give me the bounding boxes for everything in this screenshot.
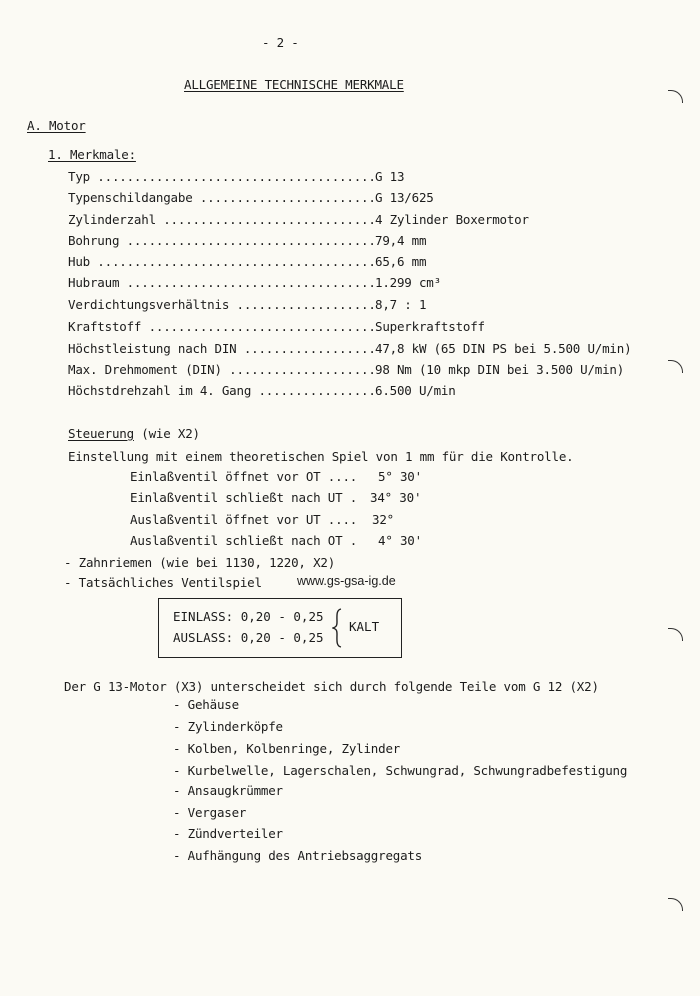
valve-value: 34° 30'	[370, 490, 422, 505]
valve-label: Auslaßventil öffnet vor UT ....	[130, 512, 358, 527]
spec-row	[68, 275, 628, 296]
list-item: - Aufhängung des Antriebsaggregats	[173, 848, 423, 863]
valve-value: 4° 30'	[378, 533, 422, 548]
steuerung-heading-suffix: (wie X2)	[133, 426, 200, 441]
spec-label: Bohrung ..................................	[68, 233, 376, 248]
steuerung-intro: Einstellung mit einem theoretischen Spiel von 1 mm für die Kontrolle.	[68, 449, 574, 464]
list-item: - Gehäuse	[173, 697, 239, 712]
spec-value: 79,4 mm	[375, 233, 427, 248]
list-item: - Vergaser	[173, 805, 247, 820]
list-item: - Kolben, Kolbenringe, Zylinder	[173, 741, 401, 756]
spec-value: 8,7 : 1	[375, 297, 427, 312]
spec-value: Superkraftstoff	[375, 319, 485, 334]
spec-label: Verdichtungsverhältnis ...................	[68, 297, 376, 312]
list-item: - Kurbelwelle, Lagerschalen, Schwungrad, Schwungradbefestigung	[173, 763, 628, 778]
valve-value: 5° 30'	[378, 469, 422, 484]
spec-label: Höchstdrehzahl im 4. Gang ................	[68, 383, 376, 398]
clearance-note: KALT	[349, 619, 380, 634]
punch-hole-mark	[668, 898, 683, 911]
steuerung-heading	[68, 426, 200, 442]
valve-clearance-box	[158, 598, 402, 658]
punch-hole-mark	[668, 628, 683, 641]
spec-row	[68, 233, 628, 254]
valve-label: Einlaßventil öffnet vor OT ....	[130, 469, 358, 484]
spec-label: Höchstleistung nach DIN ..................	[68, 341, 376, 356]
valve-label: Auslaßventil schließt nach OT .	[130, 533, 358, 548]
spec-row	[68, 190, 628, 211]
spec-label: Typenschildangabe ........................	[68, 190, 376, 205]
page-number: - 2 -	[262, 35, 299, 50]
spec-value: 65,6 mm	[375, 254, 427, 269]
curly-brace-icon	[332, 608, 344, 648]
spec-row	[68, 169, 628, 190]
spec-value: 1.299 cm³	[375, 275, 441, 290]
differences-intro: Der G 13-Motor (X3) unterscheidet sich durch folgende Teile vom G 12 (X2)	[64, 679, 599, 694]
spec-label: Typ ......................................	[68, 169, 376, 184]
punch-hole-mark	[668, 360, 683, 373]
spec-label: Zylinderzahl .............................	[68, 212, 376, 227]
bullet-item: - Zahnriemen (wie bei 1130, 1220, X2)	[64, 555, 336, 570]
spec-label: Hubraum ..................................	[68, 275, 376, 290]
spec-label: Hub ......................................	[68, 254, 376, 269]
spec-value: G 13	[375, 169, 405, 184]
spec-value: G 13/625	[375, 190, 434, 205]
list-item: - Zündverteiler	[173, 826, 283, 841]
list-item: - Zylinderköpfe	[173, 719, 283, 734]
spec-row	[68, 254, 628, 275]
spec-value: 47,8 kW (65 DIN PS bei 5.500 U/min)	[375, 341, 632, 356]
watermark-url: www.gs-gsa-ig.de	[297, 574, 396, 588]
valve-value: 32°	[372, 512, 394, 527]
list-item: - Ansaugkrümmer	[173, 783, 283, 798]
spec-row	[68, 341, 632, 362]
clearance-row-intake: EINLASS: 0,20 - 0,25	[173, 609, 324, 624]
document-title: ALLGEMEINE TECHNISCHE MERKMALE	[184, 77, 404, 92]
spec-value: 6.500 U/min	[375, 383, 456, 398]
spec-row	[68, 362, 628, 383]
clearance-row-exhaust: AUSLASS: 0,20 - 0,25	[173, 630, 324, 645]
section-heading: A. Motor	[27, 118, 86, 133]
spec-label: Kraftstoff ...............................	[68, 319, 376, 334]
bullet-item: - Tatsächliches Ventilspiel	[64, 575, 262, 590]
spec-row	[68, 319, 628, 340]
spec-row	[68, 297, 628, 318]
spec-value: 4 Zylinder Boxermotor	[375, 212, 529, 227]
spec-row	[68, 383, 628, 404]
steuerung-heading-text: Steuerung	[68, 426, 134, 441]
valve-label: Einlaßventil schließt nach UT .	[130, 490, 358, 505]
spec-value: 98 Nm (10 mkp DIN bei 3.500 U/min)	[375, 362, 625, 377]
spec-row	[68, 212, 628, 233]
spec-label: Max. Drehmoment (DIN) ....................	[68, 362, 376, 377]
subsection-heading: 1. Merkmale:	[48, 147, 136, 162]
punch-hole-mark	[668, 90, 683, 103]
